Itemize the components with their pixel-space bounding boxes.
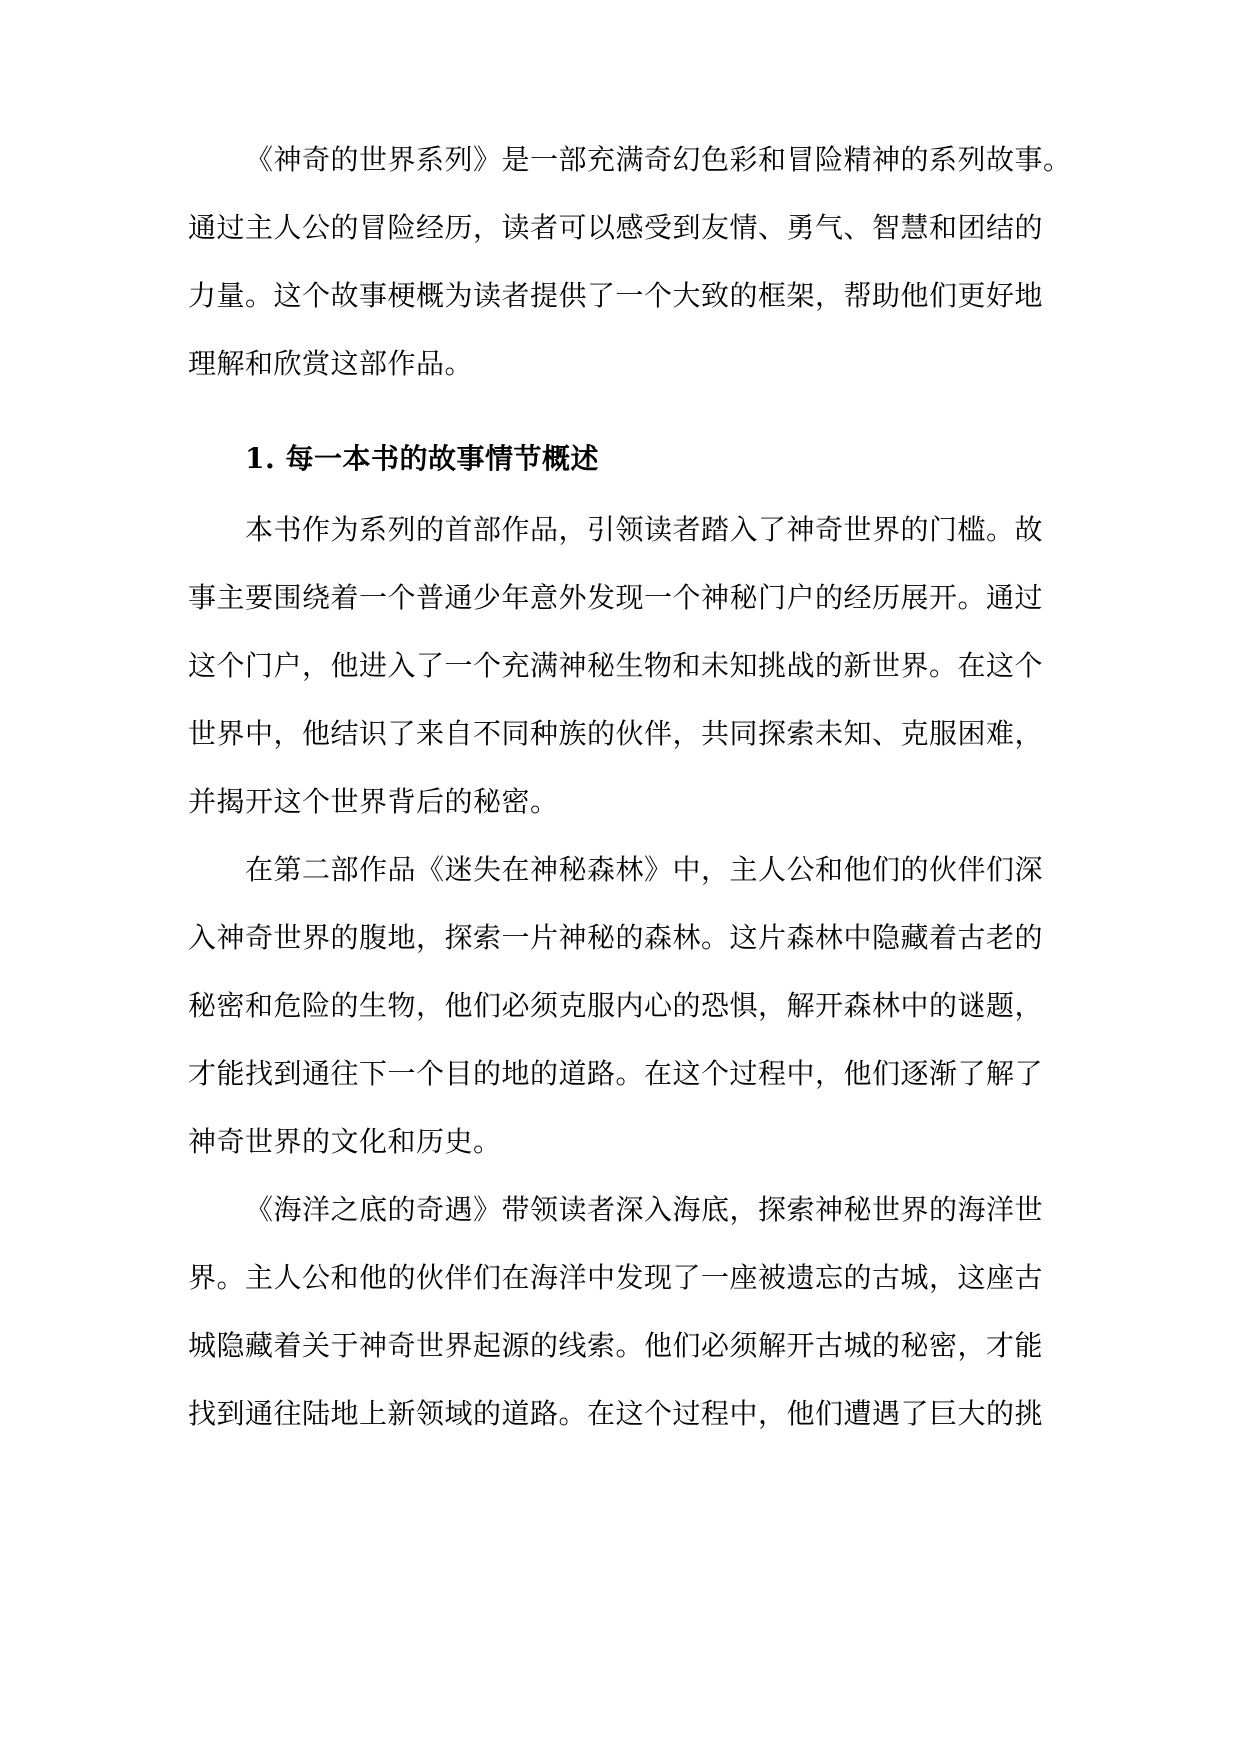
paragraph2-line-1: 在第二部作品《迷失在神秘森林》中，主人公和他们的伙伴们深: [245, 853, 1044, 886]
paragraph1-line-3: 这个门户，他进入了一个充满神秘生物和未知挑战的新世界。在这个: [188, 649, 1044, 682]
paragraph3-line-4: 找到通往陆地上新领域的道路。在这个过程中，他们遭遇了巨大的挑: [188, 1397, 1044, 1430]
paragraph1-line-4: 世界中，他结识了来自不同种族的伙伴，共同探索未知、克服困难，: [188, 717, 1044, 750]
intro-line-1: 《神奇的世界系列》是一部充满奇幻色彩和冒险精神的系列故事。: [245, 143, 1072, 176]
paragraph2-line-3: 秘密和危险的生物，他们必须克服内心的恐惧，解开森林中的谜题，: [188, 989, 1044, 1022]
paragraph3-line-3: 城隐藏着关于神奇世界起源的线索。他们必须解开古城的秘密，才能: [188, 1329, 1044, 1362]
paragraph3-line-2: 界。主人公和他的伙伴们在海洋中发现了一座被遗忘的古城，这座古: [188, 1261, 1044, 1294]
intro-line-3: 力量。这个故事梗概为读者提供了一个大致的框架，帮助他们更好地: [188, 279, 1044, 312]
paragraph1-line-1: 本书作为系列的首部作品，引领读者踏入了神奇世界的门槛。故: [245, 513, 1044, 546]
paragraph1-line-5: 并揭开这个世界背后的秘密。: [188, 785, 559, 818]
section-heading: 1. 每一本书的故事情节概述: [245, 442, 599, 475]
paragraph3-line-1: 《海洋之底的奇遇》带领读者深入海底，探索神秘世界的海洋世: [245, 1193, 1044, 1226]
paragraph2-line-2: 入神奇世界的腹地，探索一片神秘的森林。这片森林中隐藏着古老的: [188, 921, 1044, 954]
intro-line-4: 理解和欣赏这部作品。: [188, 347, 474, 380]
paragraph2-line-4: 才能找到通往下一个目的地的道路。在这个过程中，他们逐渐了解了: [188, 1057, 1044, 1090]
paragraph2-line-5: 神奇世界的文化和历史。: [188, 1125, 502, 1158]
paragraph1-line-2: 事主要围绕着一个普通少年意外发现一个神秘门户的经历展开。通过: [188, 581, 1044, 614]
intro-line-2: 通过主人公的冒险经历，读者可以感受到友情、勇气、智慧和团结的: [188, 211, 1044, 244]
